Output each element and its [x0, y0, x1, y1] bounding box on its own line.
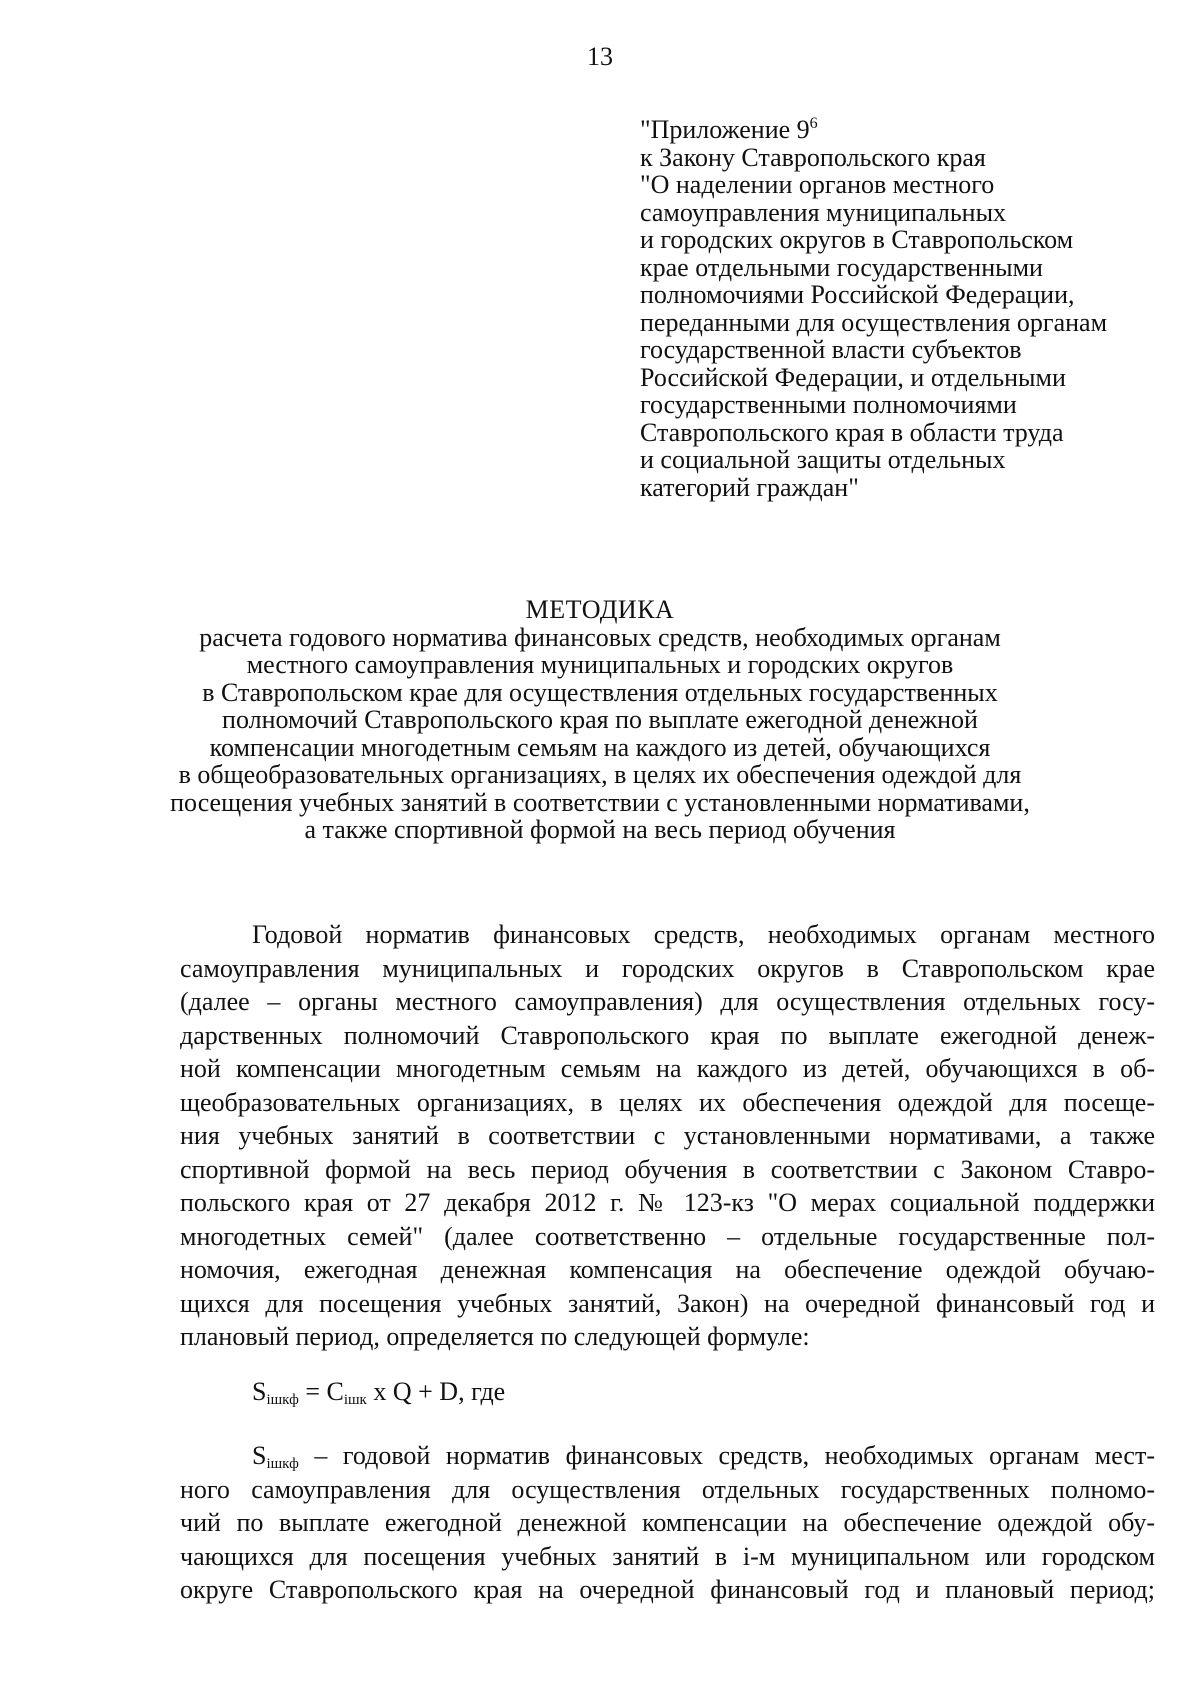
appendix-line: переданными для осуществления органам	[640, 307, 1108, 337]
paragraph-line: щихся для посещения учебных занятий, Закон) на очередной финансовый год и	[180, 1288, 1155, 1318]
paragraph-line: Годовой норматив финансовых средств, необходимых органам местного	[252, 920, 1155, 949]
appendix-line: и социальной защиты отдельных	[640, 445, 1006, 474]
method-subtitle-line: а также спортивной формой на весь период обучения	[304, 815, 896, 844]
appendix-title-superscript: 6	[809, 115, 818, 132]
appendix-title	[640, 116, 1180, 144]
paragraph-main	[180, 918, 1155, 1354]
method-subtitle-line: посещения учебных занятий в соответствии с установленными нормативами,	[170, 787, 1030, 817]
appendix-line: крае отдельными государственными	[640, 252, 1043, 282]
definition-line: округе Ставропольского края на очередной финансовый год и плановый период;	[180, 1575, 1155, 1604]
paragraph-line: номочия, ежегодная денежная компенсация на обеспечение одеждой обучаю-	[180, 1255, 1155, 1284]
appendix-line: категорий граждан"	[640, 472, 859, 502]
page-number: 13	[587, 42, 613, 71]
method-title-block	[150, 596, 1050, 844]
definition-s-subscript: iшкф	[266, 1456, 299, 1472]
definition-first-text: – годовой норматив финансовых средств, необходимых органам мест-	[298, 1441, 1155, 1470]
paragraph-line: (далее – органы местного самоуправления) для осуществления отдельных госу-	[180, 987, 1155, 1016]
paragraph-line: ной компенсации многодетным семьям на каждого из детей, обучающихся в об-	[180, 1054, 1155, 1083]
appendix-line: "О наделении органов местного	[640, 170, 995, 199]
formula-eq: = C	[298, 1377, 344, 1406]
formula-c-subscript: iшк	[343, 1392, 367, 1408]
definition-line: чающихся для посещения учебных занятий в i-м муниципальном или городском	[180, 1541, 1155, 1571]
appendix-line: и городских округов в Ставропольском	[640, 225, 1074, 254]
formula	[252, 1375, 505, 1409]
appendix-line: к Закону Ставропольского края	[640, 142, 986, 172]
paragraph-line: спортивной формой на весь период обучения в соответствии с Законом Ставро-	[180, 1154, 1155, 1184]
appendix-line: государственной власти субъектов	[640, 335, 1022, 364]
definition-paragraph	[180, 1439, 1155, 1607]
definition-line: ного самоуправления для осуществления отдельных государственных полномо-	[180, 1474, 1155, 1504]
appendix-line: государственными полномочиями	[640, 390, 1017, 419]
paragraph-line: щеобразовательных организациях, в целях их обеспечения одеждой для посеще-	[180, 1087, 1155, 1117]
method-subtitle-line: полномочий Ставропольского края по выплате ежегодной денежной	[222, 705, 978, 734]
paragraph-line: многодетных семей" (далее соответственно – отдельные государственные пол-	[180, 1221, 1155, 1251]
definition-s: S	[252, 1441, 267, 1470]
paragraph-line: польского края от 27 декабря 2012 г. № 123-кз "О мерах социальной поддержки	[180, 1188, 1155, 1217]
formula-s: S	[252, 1377, 267, 1406]
method-subtitle-line: компенсации многодетным семьям на каждого из детей, обучающихся	[209, 732, 991, 762]
method-subtitle-line: в Ставропольском крае для осуществления отдельных государственных	[202, 677, 998, 707]
method-subtitle-line: расчета годового норматива финансовых средств, необходимых органам	[199, 622, 1001, 652]
paragraph-line: дарственных полномочий Ставропольского края по выплате ежегодной денеж-	[180, 1020, 1155, 1050]
appendix-line: самоуправления муниципальных	[640, 197, 1007, 227]
method-subtitle-line: в общеобразовательных организациях, в целях их обеспечения одеждой для	[178, 760, 1022, 789]
appendix-line: Российской Федерации, и отдельными	[640, 362, 1066, 392]
definition-line: чий по выплате ежегодной денежной компенсации на обеспечение одеждой обу-	[180, 1508, 1155, 1537]
paragraph-line: ния учебных занятий в соответствии с установленными нормативами, а также	[180, 1121, 1155, 1150]
method-subtitle-line: местного самоуправления муниципальных и городских округов	[246, 650, 954, 679]
appendix-title-text: "Приложение 9	[640, 115, 810, 144]
appendix-line: полномочиями Российской Федерации,	[640, 280, 1075, 309]
definition-first-line	[180, 1439, 1155, 1473]
formula-s-subscript: iшкф	[266, 1392, 299, 1408]
appendix-header	[640, 116, 1180, 501]
paragraph-line: самоуправления муниципальных и городских округов в Ставропольском крае	[180, 953, 1155, 983]
appendix-line: Ставропольского края в области труда	[640, 417, 1064, 447]
method-heading: МЕТОДИКА	[525, 595, 675, 624]
paragraph-line: плановый период, определяется по следующей формуле:	[180, 1322, 810, 1351]
formula-rest: x Q + D, где	[366, 1377, 506, 1406]
